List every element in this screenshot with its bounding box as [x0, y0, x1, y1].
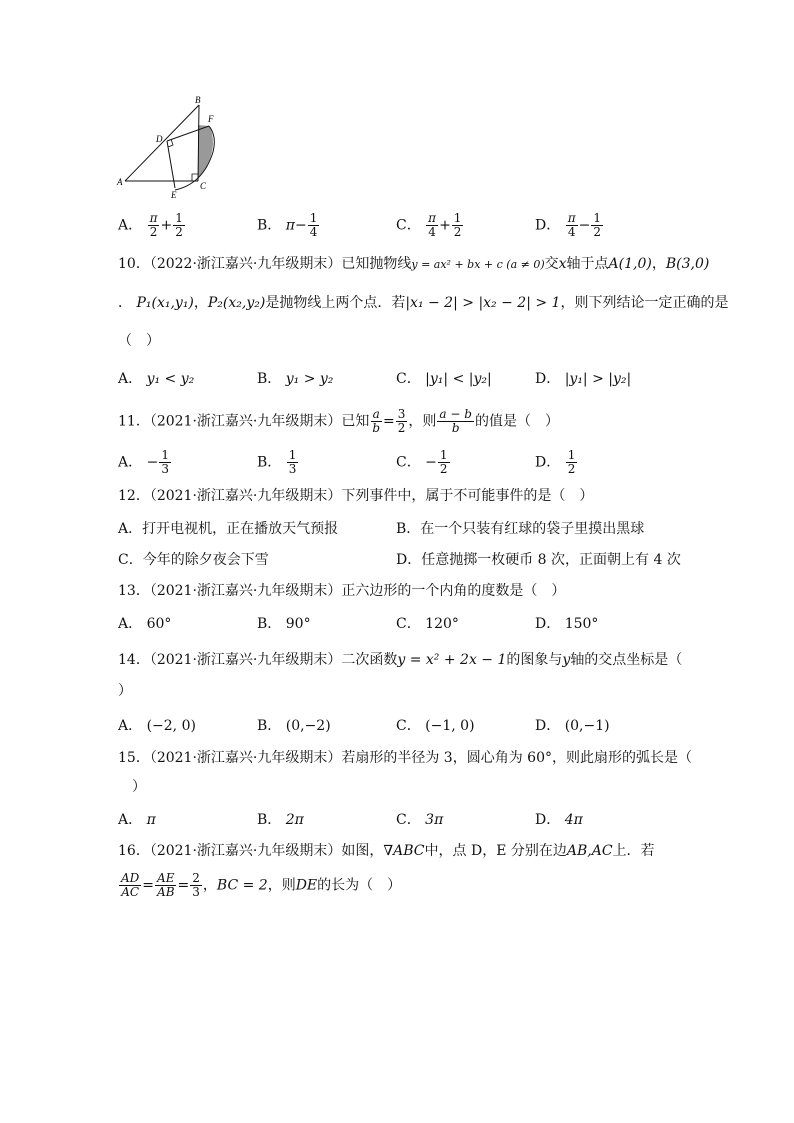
q16-stem: 16．（2021·浙江嘉兴·九年级期末）如图，∇ABC中，点 D，E 分别在边AB,AC上．若 [118, 843, 655, 859]
q10-paren: （ ） [118, 333, 160, 349]
q9-option-a[interactable]: A． $\frac{\pi}{2}$ + $\frac{1}{2}$ [118, 211, 183, 239]
q10-option-b[interactable]: B． y₁ > y₂ [257, 371, 334, 387]
q16-stem-2: $\frac{AD}{AC}$ = $\frac{AE}{AB}$ = $\frac{2}{3}$ ，BC = 2，则DE的长为（ ） [121, 871, 402, 899]
q10-stem: 10．（2022·浙江嘉兴·九年级期末）已知抛物线y = ax² + bx + c (a ≠ 0)交x轴于点A(1,0)，B(3,0) [118, 256, 710, 272]
q15-option-c[interactable]: C． 3π [396, 812, 444, 828]
q15-cont: ） [132, 779, 146, 795]
q15-stem: 15．（2021·浙江嘉兴·九年级期末）若扇形的半径为 3，圆心角为 60°，则此扇形的弧长是（ [118, 750, 692, 766]
label-f: F [208, 114, 214, 124]
q10-option-a[interactable]: A． y₁ < y₂ [118, 371, 195, 387]
q15-option-a[interactable]: A． π [118, 812, 156, 828]
q11-option-c[interactable]: C． − $\frac{1}{2}$ [396, 448, 448, 476]
q11-stem: 11．（2021·浙江嘉兴·九年级期末）已知 $\frac{a}{b}$ = $\frac{3}{2}$ ，则 $\frac{a - b}{b}$ 的值是（ ） [118, 407, 559, 435]
q9-option-c[interactable]: C． $\frac{\pi}{4}$ + $\frac{1}{2}$ [396, 211, 462, 239]
q14-option-b[interactable]: B． (0,−2) [257, 718, 331, 734]
q12-option-b[interactable]: B．在一个只装有红球的袋子里摸出黑球 [396, 521, 645, 537]
q11-option-b[interactable]: B． $\frac{1}{3}$ [257, 448, 297, 476]
q13-stem: 13．（2021·浙江嘉兴·九年级期末）正六边形的一个内角的度数是（ ） [118, 583, 566, 599]
q14-stem: 14．（2021·浙江嘉兴·九年级期末）二次函数y = x² + 2x − 1的图象与y轴的交点坐标是（ [118, 652, 683, 668]
label-a: A [117, 177, 123, 187]
q13-option-c[interactable]: C． 120° [396, 616, 459, 632]
q15-option-b[interactable]: B． 2π [257, 812, 304, 828]
label-e: E [171, 190, 177, 200]
shaded-region [198, 125, 213, 178]
label-b: B [195, 95, 201, 105]
q9-option-d[interactable]: D． $\frac{\pi}{4}$ − $\frac{1}{2}$ [535, 211, 601, 239]
q10-option-c[interactable]: C． |y₁| < |y₂| [396, 371, 492, 387]
q12-option-d[interactable]: D．任意抛掷一枚硬币 8 次，正面朝上有 4 次 [396, 552, 681, 568]
q12-option-a[interactable]: A．打开电视机，正在播放天气预报 [118, 521, 339, 537]
label-d: D [156, 134, 163, 144]
q14-cont: ） [118, 683, 132, 699]
q13-option-a[interactable]: A． 60° [118, 616, 172, 632]
geometry-figure [115, 92, 225, 202]
q12-option-c[interactable]: C．今年的除夕夜会下雪 [118, 552, 269, 568]
q13-option-d[interactable]: D． 150° [535, 616, 599, 632]
q11-option-d[interactable]: D． $\frac{1}{2}$ [535, 448, 576, 476]
q9-option-b[interactable]: B． π− $\frac{1}{4}$ [257, 211, 318, 239]
label-c: C [200, 181, 207, 191]
q10-stem-2: ． P₁(x₁,y₁)，P₂(x₂,y₂)是抛物线上两个点．若|x₁ − 2| > |x₂ − 2| > 1，则下列结论一定正确的是 [118, 295, 729, 311]
q10-option-d[interactable]: D． |y₁| > |y₂| [535, 371, 632, 387]
q13-option-b[interactable]: B． 90° [257, 616, 311, 632]
q15-option-d[interactable]: D． 4π [535, 812, 583, 828]
q12-stem: 12．（2021·浙江嘉兴·九年级期末）下列事件中，属于不可能事件的是（ ） [118, 488, 594, 504]
q14-option-a[interactable]: A． (−2, 0) [118, 718, 196, 734]
q14-option-d[interactable]: D． (0,−1) [535, 718, 610, 734]
q11-option-a[interactable]: A． − $\frac{1}{3}$ [118, 448, 169, 476]
q14-option-c[interactable]: C． (−1, 0) [396, 718, 475, 734]
